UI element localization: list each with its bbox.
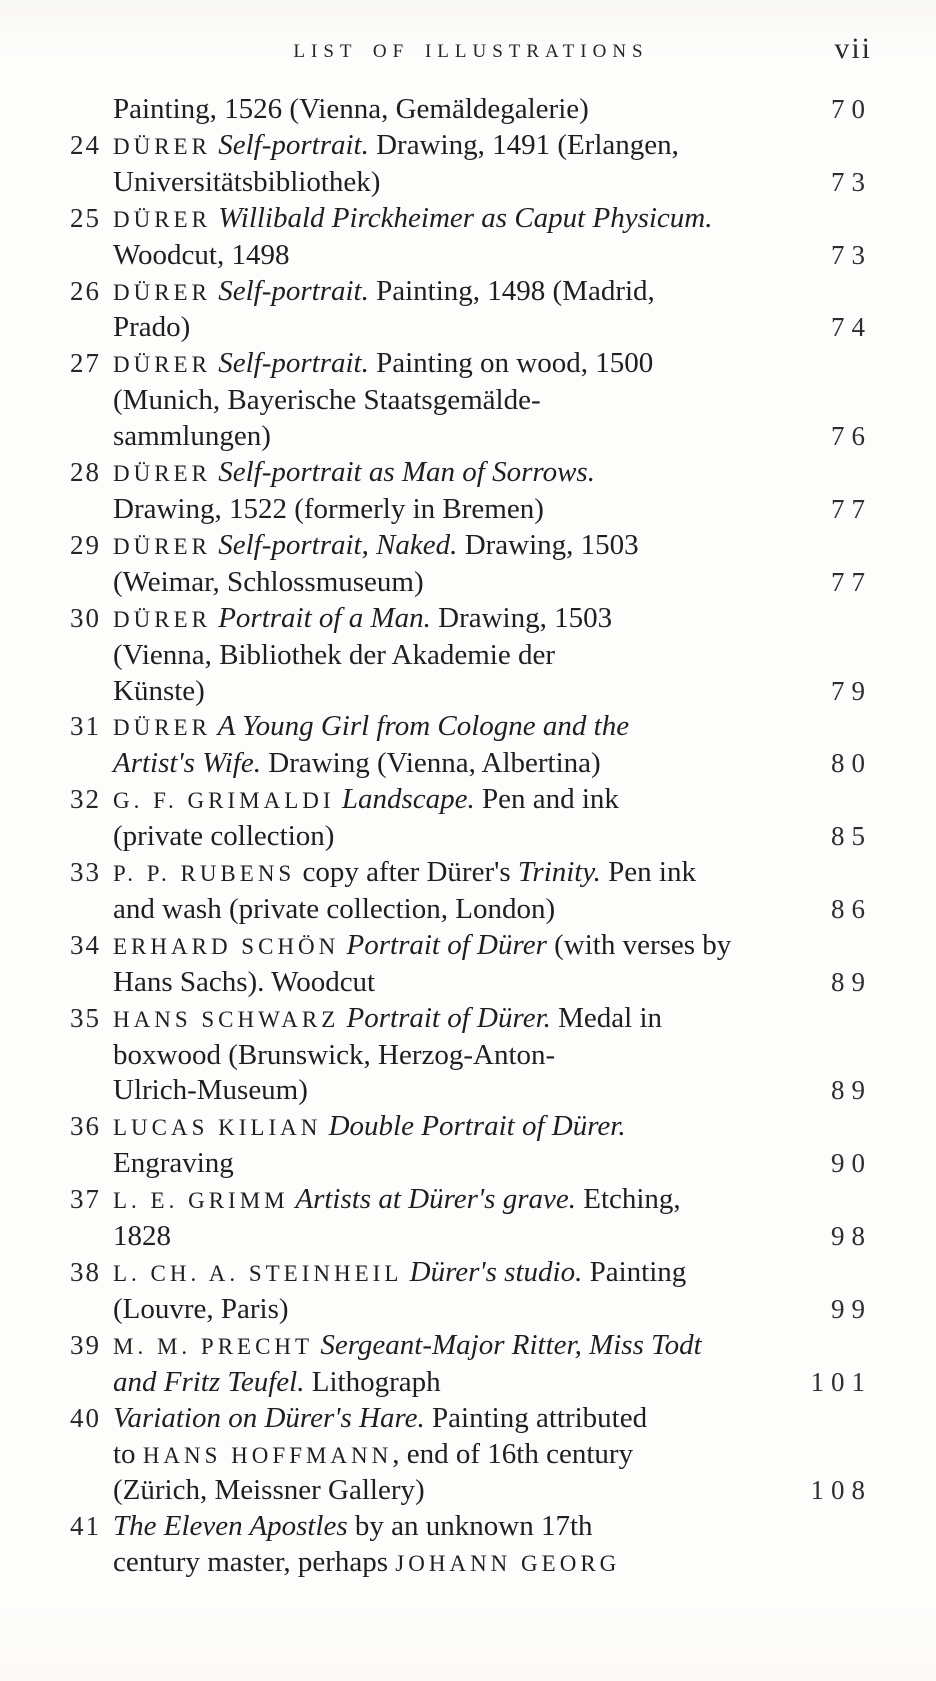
- entry-lines: [113, 455, 872, 528]
- work-title: and Fritz Teufel.: [113, 1365, 305, 1398]
- entry-number: 39: [70, 1329, 101, 1360]
- entry-text: Painting: [582, 1256, 687, 1288]
- entry-line: [113, 709, 872, 746]
- work-title: Dürer's studio.: [402, 1256, 583, 1288]
- illustration-entry: [70, 709, 872, 782]
- entry-line: [113, 1073, 872, 1109]
- entry-line: [113, 165, 872, 201]
- entry-text: (Vienna, Bibliothek der Akademie der: [113, 638, 555, 671]
- illustration-entry: [70, 782, 872, 855]
- entry-lines: [113, 528, 872, 601]
- entry-page-ref: 76: [831, 421, 872, 452]
- entry-number: 27: [70, 348, 101, 379]
- work-title: The Eleven Apostles: [113, 1510, 348, 1543]
- entry-number: 25: [70, 202, 101, 233]
- entry-text: (Louvre, Paris): [113, 1292, 289, 1325]
- entry-number: 33: [70, 857, 101, 888]
- work-title: Self-portrait.: [210, 128, 369, 161]
- entry-page-ref: 77: [831, 493, 872, 524]
- entry-line: [113, 383, 872, 419]
- page-title: LIST OF ILLUSTRATIONS: [293, 41, 649, 62]
- entry-text: and wash (private collection, London): [113, 892, 556, 925]
- entry-line: [113, 1545, 872, 1582]
- illustration-entry: [70, 1328, 872, 1401]
- entry-text: Painting attributed: [424, 1401, 648, 1434]
- work-title: Portrait of Dürer.: [339, 1001, 551, 1034]
- illustration-entry: [70, 928, 872, 1001]
- entry-line: [113, 92, 872, 128]
- entry-text: Etching,: [575, 1183, 681, 1216]
- entry-line: [113, 1182, 872, 1219]
- entry-text: to: [113, 1437, 143, 1470]
- entry-page-ref: 70: [831, 94, 872, 124]
- entry-text: Pen ink: [600, 856, 696, 889]
- entry-line: [113, 1401, 872, 1437]
- work-title: Self-portrait, Naked.: [210, 528, 458, 561]
- entry-line: [113, 238, 872, 274]
- entry-text: copy after Dürer's: [295, 856, 518, 889]
- entry-text: Ulrich-Museum): [113, 1074, 308, 1107]
- entry-page-ref: 89: [831, 1075, 872, 1106]
- entry-page-ref: 90: [831, 1148, 872, 1179]
- work-title: Double Portrait of Dürer.: [321, 1110, 626, 1143]
- entry-line: [113, 1001, 872, 1038]
- entry-lines: [113, 1109, 872, 1182]
- entry-line: [113, 201, 872, 238]
- illustration-list: [70, 92, 872, 1582]
- entry-number: 37: [70, 1184, 101, 1215]
- artist-name: DÜRER: [113, 206, 211, 232]
- entry-text: (private collection): [113, 820, 335, 853]
- entry-lines: [113, 1401, 872, 1510]
- entry-page-ref: 98: [831, 1221, 872, 1252]
- work-title: Variation on Dürer's Hare.: [113, 1401, 425, 1434]
- entry-lines: [113, 709, 872, 782]
- entry-number: 31: [70, 711, 101, 742]
- entry-line: [113, 1146, 872, 1182]
- artist-name: L. E. GRIMM: [113, 1188, 289, 1214]
- artist-name: DÜRER: [113, 461, 211, 487]
- entry-number: 34: [70, 929, 101, 960]
- entry-line: [113, 528, 872, 565]
- artist-name: DÜRER: [113, 715, 211, 741]
- entry-lines: [113, 128, 872, 201]
- artist-name: DÜRER: [113, 133, 211, 159]
- entry-number: 26: [70, 275, 101, 306]
- entry-page-ref: 80: [831, 748, 872, 779]
- entry-number: 29: [70, 529, 101, 560]
- entry-number: 41: [70, 1511, 101, 1542]
- illustration-entry: [70, 601, 872, 710]
- entry-number: 24: [70, 129, 101, 160]
- entry-lines: [113, 1328, 872, 1401]
- entry-lines: [113, 855, 872, 928]
- entry-line: [113, 782, 872, 819]
- entry-line: [113, 746, 872, 782]
- entry-text: Künste): [113, 674, 205, 707]
- entry-line: [113, 128, 872, 165]
- entry-text: , end of 16th century: [392, 1437, 634, 1470]
- artist-name: G. F. GRIMALDI: [113, 788, 335, 814]
- entry-page-ref: 74: [831, 312, 872, 343]
- artist-name: LUCAS KILIAN: [113, 1115, 322, 1141]
- entry-number: 32: [70, 784, 101, 815]
- work-title: Sergeant-Major Ritter, Miss Todt: [313, 1328, 702, 1361]
- entry-line: [113, 601, 872, 638]
- illustration-entry: [70, 528, 872, 601]
- entry-text: Painting, 1498 (Madrid,: [368, 274, 655, 307]
- entry-line: [113, 565, 872, 601]
- entry-line: [113, 1473, 872, 1509]
- entry-line: [113, 965, 872, 1001]
- entry-line: [113, 1109, 872, 1146]
- entry-number: 38: [70, 1257, 101, 1287]
- entry-text: Lithograph: [304, 1365, 441, 1398]
- illustration-entry: [70, 346, 872, 455]
- work-title: Willibald Pirckheimer as Caput Physicum.: [210, 201, 713, 234]
- entry-line: [113, 274, 872, 311]
- entry-text: sammlungen): [113, 420, 271, 453]
- entry-text: Painting, 1526 (Vienna, Gemäldegalerie): [113, 93, 589, 125]
- entry-lines: [113, 201, 872, 274]
- entry-text: Drawing, 1503: [430, 601, 613, 634]
- work-title: Self-portrait as Man of Sorrows.: [210, 456, 595, 489]
- artist-name: L. CH. A. STEINHEIL: [113, 1261, 403, 1286]
- work-title: Landscape.: [334, 783, 475, 816]
- entry-page-ref: 85: [831, 821, 872, 852]
- illustration-entry: [70, 1182, 872, 1255]
- entry-page-ref: 108: [810, 1475, 872, 1506]
- entry-page-ref: 73: [831, 166, 872, 197]
- entry-line: [113, 492, 872, 528]
- entry-line: [113, 346, 872, 383]
- entry-text: Prado): [113, 311, 191, 344]
- entry-lines: [113, 782, 872, 855]
- entry-number: 30: [70, 602, 101, 633]
- work-title: Self-portrait.: [210, 274, 369, 307]
- entry-line: [113, 455, 872, 492]
- entry-text: Drawing, 1503: [457, 528, 639, 561]
- artist-name: HANS HOFFMANN: [142, 1442, 393, 1468]
- entry-page-ref: 99: [831, 1293, 872, 1324]
- entry-text: boxwood (Brunswick, Herzog-Anton-: [113, 1038, 556, 1071]
- entry-line: [113, 419, 872, 455]
- work-title: Trinity.: [517, 856, 601, 889]
- entry-text: by an unknown 17th: [347, 1510, 593, 1543]
- entry-text: Painting on wood, 1500: [368, 347, 654, 380]
- illustration-entry: [70, 201, 872, 274]
- entry-line: [113, 1219, 872, 1255]
- artist-name: DÜRER: [113, 533, 211, 559]
- work-title: Self-portrait.: [210, 347, 369, 380]
- entry-lines: [113, 274, 872, 347]
- entry-number: 35: [70, 1002, 101, 1033]
- work-title: A Young Girl from Cologne and the: [210, 710, 630, 743]
- entry-page-ref: 89: [831, 966, 872, 997]
- entry-text: Universitätsbibliothek): [113, 165, 381, 198]
- artist-name: JOHANN GEORG: [395, 1551, 621, 1577]
- entry-line: [113, 1038, 872, 1074]
- illustration-entry: [70, 1401, 872, 1510]
- entry-text: (with verses by: [546, 928, 732, 961]
- entry-page-ref: 79: [831, 675, 872, 706]
- work-title: Artist's Wife.: [113, 747, 261, 780]
- work-title: Portrait of Dürer: [339, 928, 547, 961]
- entry-text: Pen and ink: [474, 783, 619, 816]
- entry-line: [113, 819, 872, 855]
- entry-line: [113, 928, 872, 965]
- entry-line: [113, 1365, 872, 1401]
- entry-page-ref: 86: [831, 893, 872, 924]
- entry-lines: [113, 928, 872, 1001]
- entry-text: 1828: [113, 1220, 171, 1253]
- entry-text: (Weimar, Schlossmuseum): [113, 565, 424, 598]
- illustration-entry: [70, 455, 872, 528]
- illustration-entry: [70, 1001, 872, 1110]
- illustration-entry: [70, 855, 872, 928]
- entry-line: [113, 310, 872, 346]
- entry-text: (Zürich, Meissner Gallery): [113, 1474, 425, 1507]
- entry-lines: [113, 1255, 872, 1328]
- entry-page-ref: 101: [810, 1366, 872, 1397]
- entry-line: [113, 892, 872, 928]
- entry-text: Hans Sachs). Woodcut: [113, 965, 376, 998]
- illustration-entry: [70, 1255, 872, 1328]
- entry-page-ref: 73: [831, 239, 872, 270]
- entry-text: Drawing (Vienna, Albertina): [261, 747, 601, 780]
- artist-name: DÜRER: [113, 279, 211, 305]
- entry-lines: [113, 601, 872, 710]
- illustration-entry: [70, 1109, 872, 1182]
- illustration-entry: [70, 92, 872, 128]
- entry-page-ref: 77: [831, 566, 872, 597]
- folio-page-number: vii: [834, 32, 872, 65]
- entry-number: [70, 92, 113, 128]
- entry-text: Medal in: [550, 1001, 663, 1034]
- entry-number: 40: [70, 1402, 101, 1433]
- entry-text: Woodcut, 1498: [113, 238, 290, 271]
- illustration-entry: [70, 128, 872, 201]
- entry-text: Engraving: [113, 1147, 234, 1180]
- entry-number: 28: [70, 457, 101, 488]
- artist-name: P. P. RUBENS: [113, 861, 296, 887]
- entry-number: 36: [70, 1111, 101, 1142]
- entry-line: [113, 1328, 872, 1365]
- entry-line: [113, 1437, 872, 1474]
- artist-name: HANS SCHWARZ: [113, 1006, 340, 1032]
- artist-name: M. M. PRECHT: [113, 1333, 314, 1359]
- entry-text: Drawing, 1491 (Erlangen,: [368, 128, 679, 161]
- entry-lines: [113, 1001, 872, 1110]
- illustration-entry: [70, 274, 872, 347]
- page-header: [70, 32, 872, 65]
- entry-lines: [113, 1182, 872, 1255]
- entry-line: [113, 1292, 872, 1328]
- entry-text: Drawing, 1522 (formerly in Bremen): [113, 492, 544, 525]
- entry-line: [113, 674, 872, 710]
- entry-lines: [113, 1509, 872, 1582]
- artist-name: DÜRER: [113, 606, 211, 632]
- entry-text: century master, perhaps: [113, 1546, 396, 1579]
- artist-name: ERHARD SCHÖN: [113, 933, 340, 959]
- work-title: Portrait of a Man.: [210, 601, 431, 634]
- entry-line: [113, 1255, 872, 1292]
- entry-lines: [113, 92, 872, 128]
- entry-line: [113, 855, 872, 892]
- entry-line: [113, 1509, 872, 1545]
- entry-line: [113, 638, 872, 674]
- entry-lines: [113, 346, 872, 455]
- artist-name: DÜRER: [113, 352, 211, 378]
- entry-text: (Munich, Bayerische Staatsgemälde-: [113, 384, 541, 417]
- illustration-entry: [70, 1509, 872, 1582]
- work-title: Artists at Dürer's grave.: [288, 1183, 576, 1216]
